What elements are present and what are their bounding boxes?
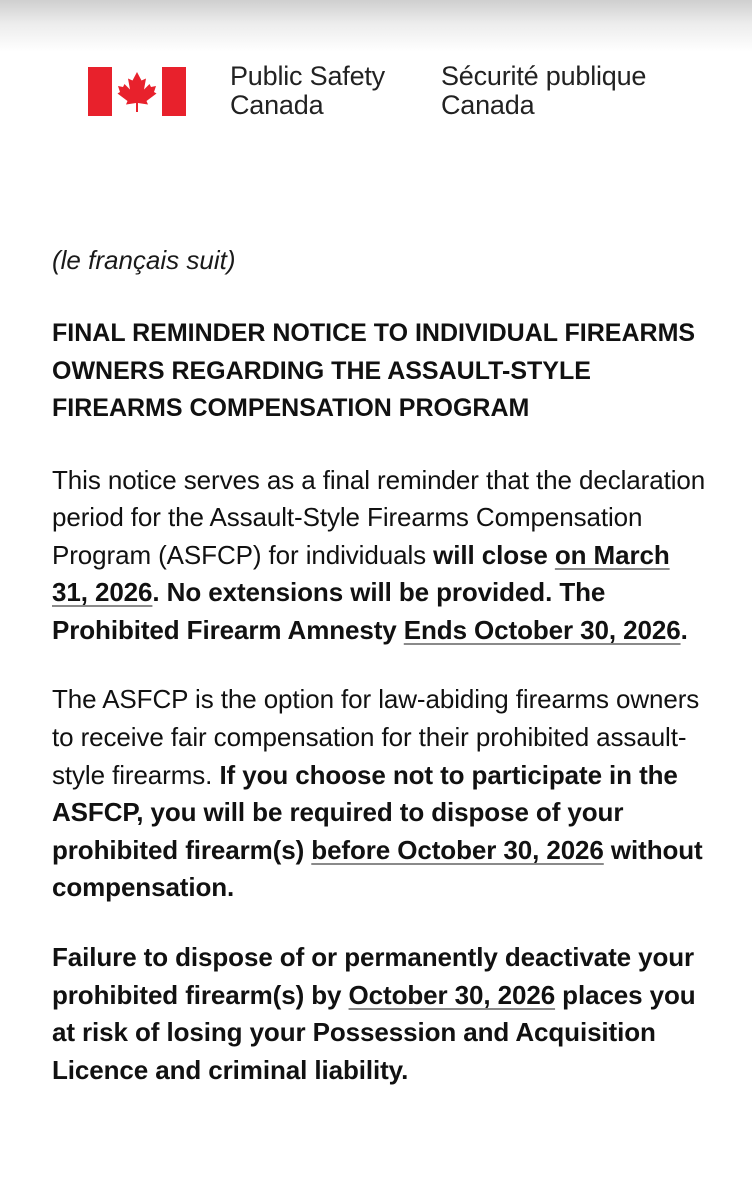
paragraph-text: The ASFCP is the option for law-abiding firearms owners to receive fair compensation for their prohibited assault-style firearms. — [52, 684, 700, 790]
department-english-line1: Public Safety — [230, 61, 385, 91]
notice-title: FINAL REMINDER NOTICE TO INDIVIDUAL FIREARMS OWNERS REGARDING THE ASSAULT-STYLE FIREARMS COMPENSATION PROGRAM — [52, 319, 696, 422]
date-link-october-30[interactable]: October 30, 2026 — [348, 979, 556, 1010]
paragraph-compensation-option — [52, 681, 712, 907]
department-french-line1: Sécurité publique — [441, 61, 647, 91]
department-name-french — [441, 62, 646, 120]
paragraph-failure-warning — [52, 939, 712, 1089]
language-note: (le français suit) — [52, 245, 236, 275]
bold-text: places you at risk of losing your Possession and Acquisition Licence and criminal liability. — [52, 979, 696, 1085]
department-french-line2: Canada — [441, 90, 535, 120]
bold-text: will close — [433, 539, 555, 570]
date-link-before-october-30[interactable]: before October 30, 2026 — [311, 834, 604, 865]
bold-text: Failure to dispose of or permanently deactivate your prohibited firearm(s) by — [52, 942, 695, 1010]
paragraph-declaration-deadline — [52, 462, 712, 650]
bold-text: If you choose not to participate in the ASFCP, you will be required to dispose of your prohibited firearm(s) — [52, 759, 678, 865]
date-link-march-31[interactable]: on March 31, 2026 — [52, 539, 670, 608]
paragraph-text: This notice serves as a final reminder that the declaration period for the Assault-Style Firearms Compensation Program (ASFCP) for individuals — [52, 464, 706, 570]
date-link-amnesty-end[interactable]: Ends October 30, 2026 — [403, 614, 681, 645]
canada-flag-icon — [88, 67, 186, 116]
bold-text: . — [680, 614, 688, 645]
notice-body — [52, 245, 712, 1089]
bold-text: . No extensions will be provided. The Prohibited Firearm Amnesty — [52, 577, 606, 645]
bold-text: without compensation. — [52, 834, 703, 903]
department-name-english — [230, 62, 385, 120]
email-header — [0, 0, 752, 140]
department-english-line2: Canada — [230, 90, 324, 120]
